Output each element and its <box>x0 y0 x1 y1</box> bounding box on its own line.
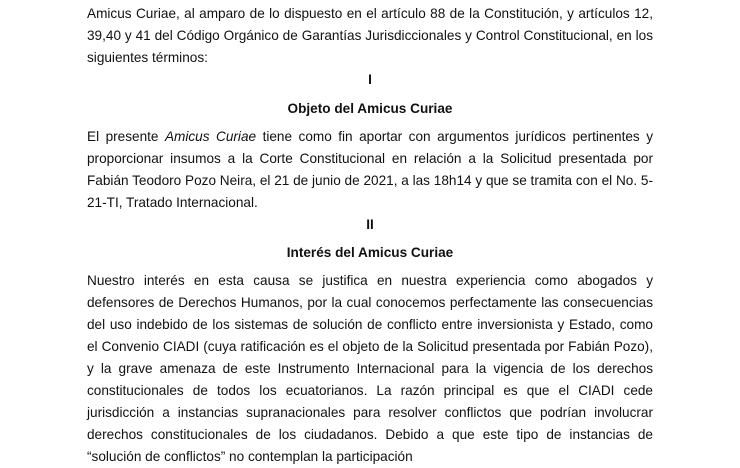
section-1-paragraph-rest: tiene como fin aportar con argumentos jurídicos pertinentes y proporcionar insumos a la Corte Constitucional en relación a la Solicitud presentada por Fabián Teodoro Pozo Neira, el 21 de junio de 2021, a las 18h14 y que se tramita con el No. 5-21-TI, Tratado Internacional. <box>87 129 654 210</box>
section-2-numeral: II <box>366 217 374 232</box>
section-1-paragraph-start: El presente <box>87 129 165 144</box>
section-2-paragraph: Nuestro interés en esta causa se justifica en nuestra experiencia como abogados y defensores de Derechos Humanos, por la cual conocemos perfectamente las consecuencias del uso indebido de los sistemas de solución de conflicto entre inversionista y Estado, como el Convenio CIADI (cuya ratificación es el objeto de la Solicitud presentada por Fabián Pozo), y la grave amenaza de este Instrumento Internacional para la vigencia de los derechos constitucionales de todos los ecuatorianos. La razón principal es que el CIADI cede jurisdicción a instancias supranacionales para resolver conflictos que podrían involucrar derechos constitucionales de los ciudadanos. Debido a que este tipo de instancias de “solución de conflictos” no contemplan la participación <box>87 273 653 464</box>
section-2-title: Interés del Amicus Curiae <box>286 245 454 260</box>
section-1-paragraph <box>87 126 653 214</box>
amicus-curiae-italic: Amicus Curiae <box>164 129 257 144</box>
intro-paragraph: Amicus Curiae, al amparo de lo dispuesto en el artículo 88 de la Constitución, y artículos 12, 39,40 y 41 del Código Orgánico de Garantías Jurisdiccionales y Control Constitucional, en los siguientes términos: <box>87 6 653 65</box>
section-1-numeral: I <box>368 72 372 87</box>
section-1-title: Objeto del Amicus Curiae <box>287 101 453 116</box>
